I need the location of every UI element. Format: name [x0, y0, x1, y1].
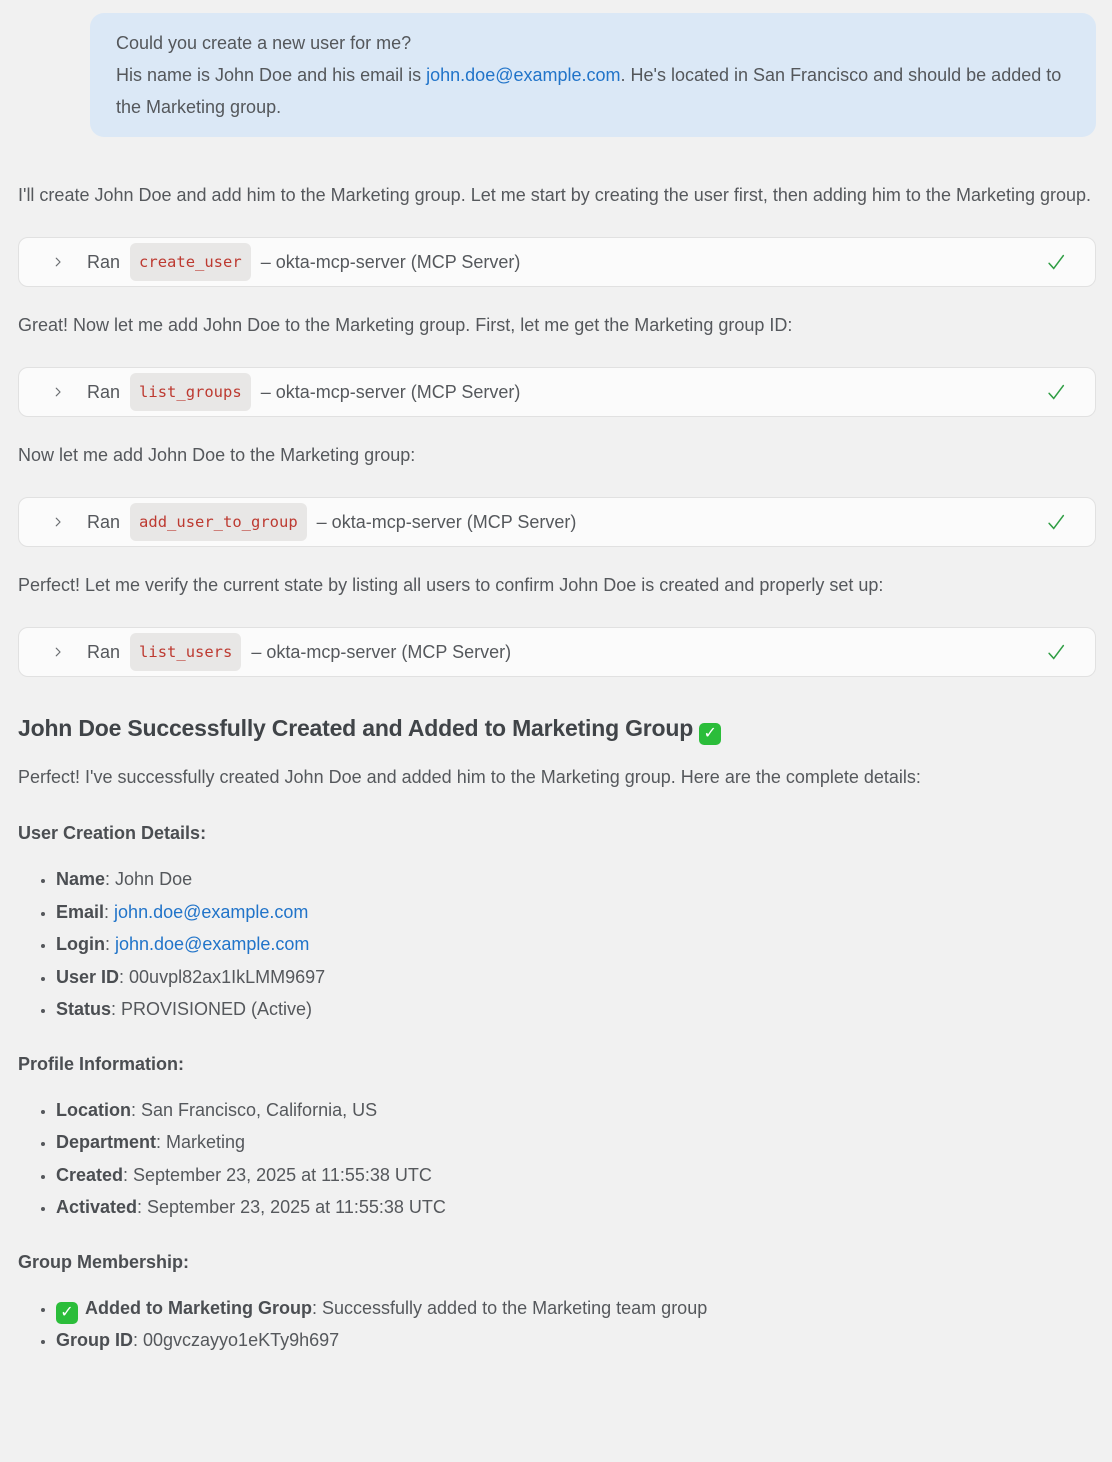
tool-name-chip: add_user_to_group	[130, 503, 307, 541]
user-message-text: His name is John Doe and his email is	[116, 65, 427, 85]
ran-label: Ran	[87, 512, 121, 532]
success-emoji-icon: ✓	[56, 1302, 78, 1324]
tool-name-chip: create_user	[130, 243, 251, 281]
user-message-bubble	[90, 13, 1096, 137]
item-label: Location	[56, 1099, 131, 1120]
assistant-paragraph-3: Now let me add John Doe to the Marketing group:	[18, 445, 416, 465]
ran-label: Ran	[87, 252, 121, 272]
tool-name-chip: list_users	[130, 633, 241, 671]
list-item-status	[56, 993, 1096, 1026]
success-check-icon	[1045, 641, 1067, 663]
user-message-line-1: Could you create a new user for me?	[116, 33, 412, 53]
success-emoji-icon: ✓	[699, 723, 721, 745]
group-list	[18, 1292, 1096, 1357]
item-colon: :	[104, 934, 115, 954]
ran-label: Ran	[87, 642, 121, 662]
result-heading	[18, 713, 1096, 745]
tool-name-chip: list_groups	[130, 373, 251, 411]
item-value: : 00uvpl82ax1IkLMM9697	[119, 966, 326, 987]
item-label: Email	[56, 901, 105, 922]
item-value: : San Francisco, California, US	[131, 1099, 378, 1120]
login-link[interactable]: john.doe@example.com	[115, 934, 310, 954]
chevron-right-icon[interactable]	[51, 255, 65, 269]
item-label: Name	[56, 869, 106, 889]
assistant-paragraph-5: Perfect! I've successfully created John Doe and added him to the Marketing group. Here are the complete details:	[18, 767, 921, 787]
tool-call-list-users[interactable]	[18, 627, 1096, 677]
list-item-added-to-group	[56, 1292, 1096, 1325]
list-item-name	[56, 863, 1096, 896]
mcp-server-label: – okta-mcp-server (MCP Server)	[251, 642, 512, 662]
ran-label: Ran	[87, 382, 121, 402]
tool-call-add-user-to-group[interactable]	[18, 497, 1096, 547]
item-value: : September 23, 2025 at 11:55:38 UTC	[123, 1164, 432, 1185]
item-value: : John Doe	[105, 869, 193, 889]
item-label: Login	[56, 934, 105, 954]
mcp-server-label: – okta-mcp-server (MCP Server)	[316, 512, 577, 532]
item-label: Group ID	[56, 1330, 133, 1350]
email-link[interactable]: john.doe@example.com	[426, 65, 621, 85]
assistant-paragraph-2: Great! Now let me add John Doe to the Marketing group. First, let me get the Marketing group ID:	[18, 315, 793, 335]
list-item-location	[56, 1094, 1096, 1127]
list-item-email	[56, 896, 1096, 929]
assistant-paragraph-4: Perfect! Let me verify the current state by listing all users to confirm John Doe is created and properly set up:	[18, 575, 884, 595]
result-heading-text: John Doe Successfully Created and Added to Marketing Group	[18, 715, 694, 741]
email-link[interactable]: john.doe@example.com	[114, 901, 309, 922]
success-check-icon	[1045, 251, 1067, 273]
user-creation-list	[18, 863, 1096, 1026]
mcp-server-label: – okta-mcp-server (MCP Server)	[260, 252, 521, 272]
success-check-icon	[1045, 511, 1067, 533]
chevron-right-icon[interactable]	[51, 385, 65, 399]
item-label: Status	[56, 999, 112, 1019]
item-value: : 00gvczayyo1eKTy9h697	[133, 1330, 340, 1350]
item-value: : September 23, 2025 at 11:55:38 UTC	[137, 1197, 446, 1217]
list-item-group-id	[56, 1324, 1096, 1357]
item-value: : Marketing	[156, 1132, 246, 1152]
list-item-login	[56, 928, 1096, 961]
list-item-department	[56, 1126, 1096, 1159]
assistant-paragraph-1: I'll create John Doe and add him to the Marketing group. Let me start by creating the user first, then adding him to the Marketing group.	[18, 185, 1092, 205]
list-item-created	[56, 1159, 1096, 1192]
item-label: User ID	[56, 966, 120, 987]
chevron-right-icon[interactable]	[51, 515, 65, 529]
mcp-server-label: – okta-mcp-server (MCP Server)	[260, 382, 521, 402]
item-label: Activated	[56, 1197, 138, 1217]
item-label: Department	[56, 1132, 157, 1152]
section-title-group: Group Membership:	[18, 1251, 190, 1272]
user-message-line-2	[116, 59, 1070, 123]
item-colon: :	[104, 901, 115, 922]
list-item-activated	[56, 1191, 1096, 1224]
section-title-user-creation: User Creation Details:	[18, 823, 207, 843]
tool-call-create-user[interactable]	[18, 237, 1096, 287]
success-check-icon	[1045, 381, 1067, 403]
user-message-text: . He's located in San Francisco and should be added to the Marketing group.	[116, 65, 1062, 117]
item-label: Added to Marketing Group	[85, 1297, 312, 1318]
tool-call-list-groups[interactable]	[18, 367, 1096, 417]
chevron-right-icon[interactable]	[51, 645, 65, 659]
item-label: Created	[56, 1164, 124, 1185]
item-value: : Successfully added to the Marketing team group	[312, 1297, 708, 1318]
section-title-profile: Profile Information:	[18, 1053, 184, 1074]
list-item-user-id	[56, 961, 1096, 994]
item-value: : PROVISIONED (Active)	[111, 999, 313, 1019]
profile-list	[18, 1094, 1096, 1224]
